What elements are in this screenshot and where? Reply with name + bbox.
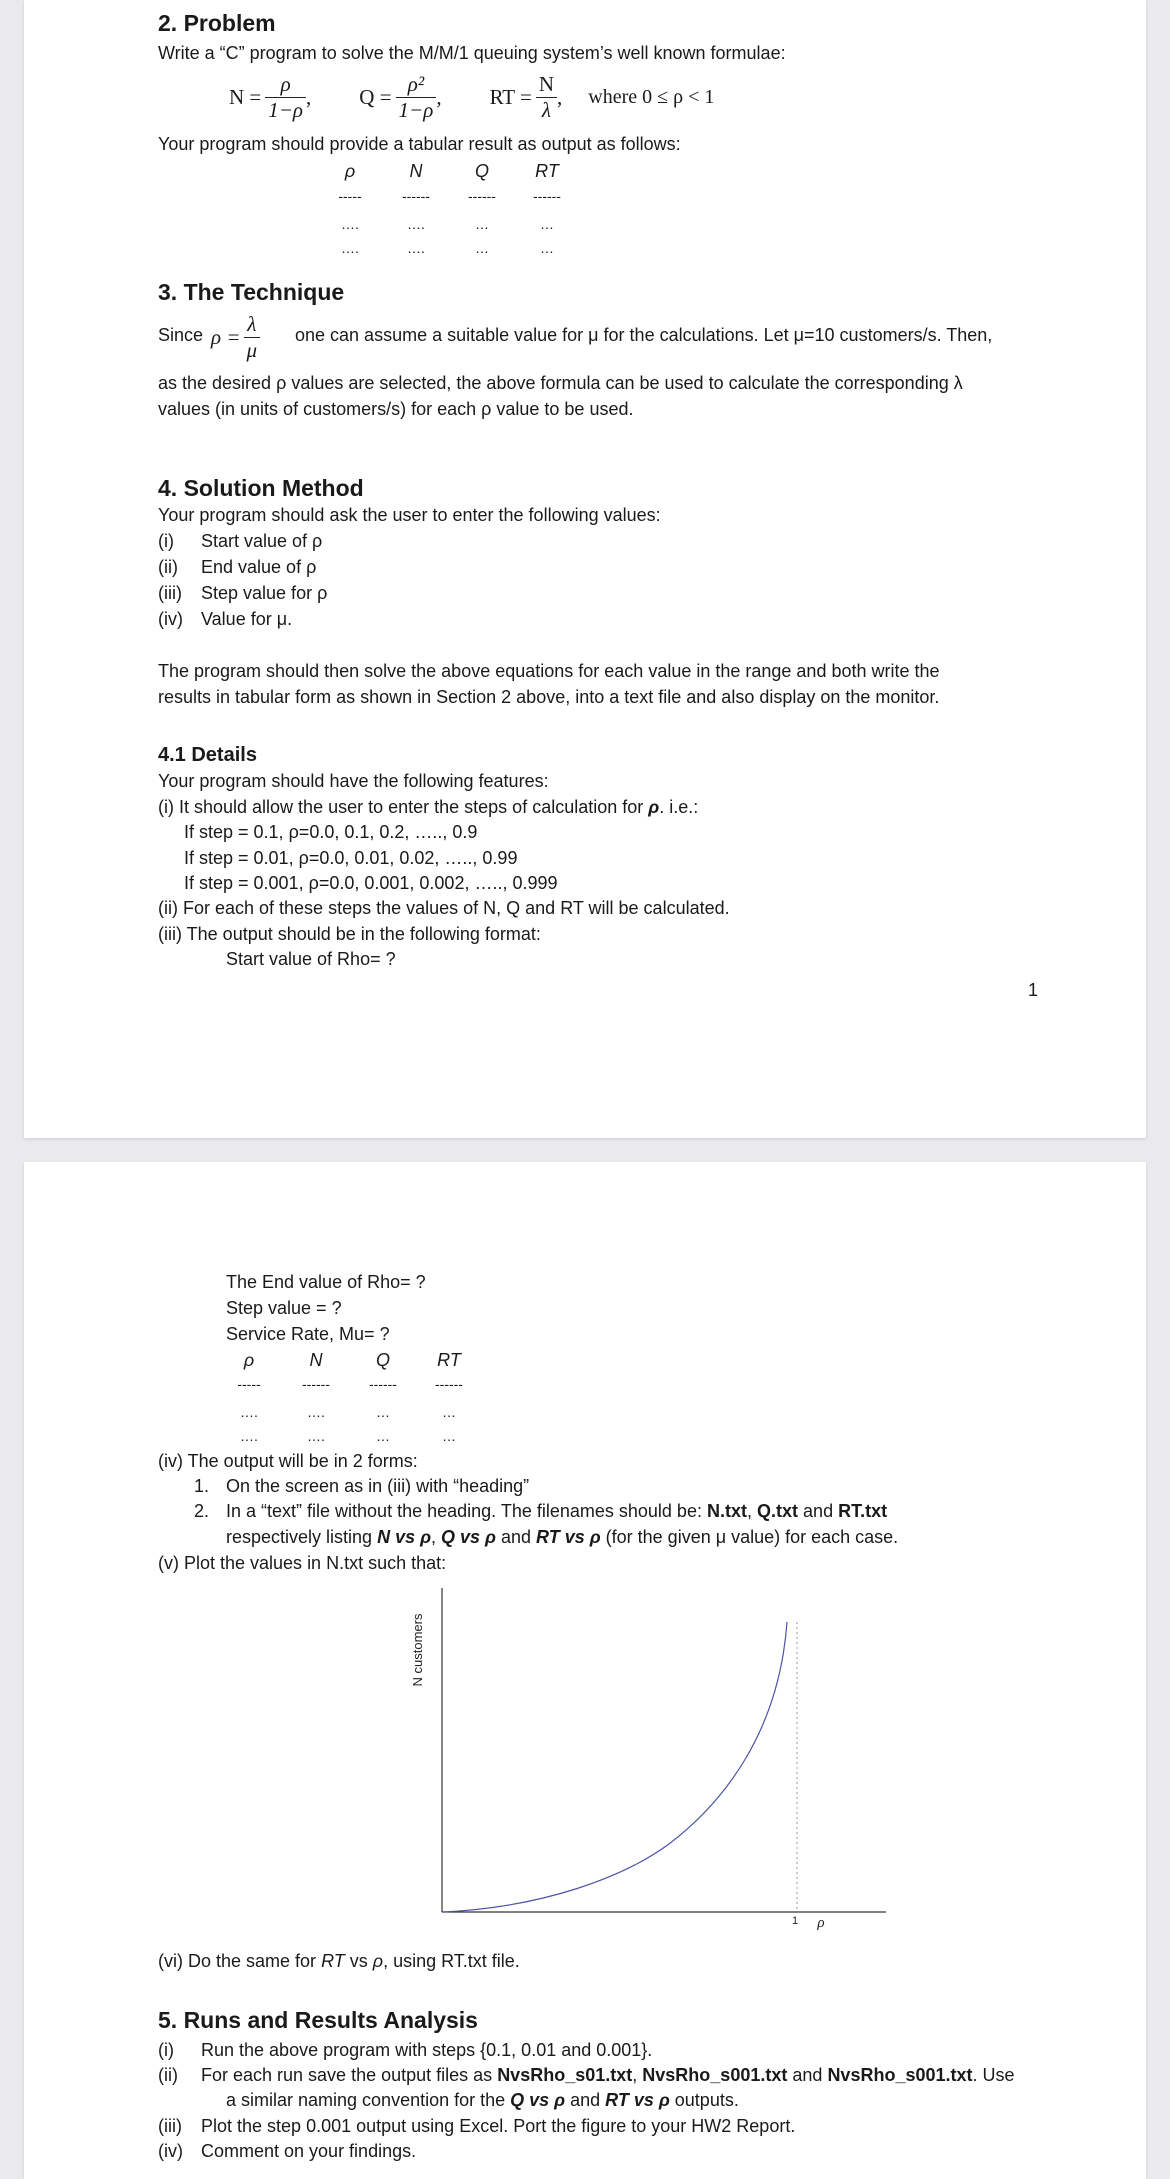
solution-item-text: End value of ρ (201, 557, 317, 577)
technique-fraction (244, 312, 261, 363)
plot-instruction: (v) Plot the values in N.txt such that: (158, 1553, 447, 1573)
details-item-i-suffix: . i.e.: (659, 797, 699, 817)
comma: , (632, 2065, 638, 2085)
formula-comma: , (306, 84, 312, 109)
start-value-prompt: Start value of Rho= ? (226, 949, 396, 969)
details-item-i (158, 797, 698, 818)
technique-since: Since (158, 325, 204, 345)
formula-row (229, 68, 714, 126)
section-2-title: 2. Problem (158, 10, 276, 36)
output-form-1-text: On the screen as in (iii) with “heading” (226, 1476, 530, 1496)
runs-item-iii: Plot the step 0.001 output using Excel. Port the figure to your HW2 Report. (201, 2116, 796, 2136)
table-intro: Your program should provide a tabular result as output as follows: (158, 134, 681, 154)
solution-item-text: Start value of ρ (201, 531, 323, 551)
technique-line-3: values (in units of customers/s) for each ρ value to be used. (158, 399, 634, 419)
technique-rho-formula (211, 307, 260, 367)
table-cell: …. (407, 240, 425, 256)
solution-intro: Your program should ask the user to enter the following values: (158, 505, 661, 525)
naming-text: a similar naming convention for the (226, 2090, 506, 2110)
formula-comma: , (436, 84, 442, 109)
comma: , (431, 1527, 437, 1547)
plot-rt-text: (vi) Do the same for (158, 1951, 317, 1971)
chart-curve (444, 1622, 787, 1912)
prompt-end-value: The End value of Rho= ? (226, 1272, 426, 1292)
formula-rt-lhs: RT = (489, 84, 532, 109)
table-cell: … (376, 1428, 390, 1444)
table-cell: …. (307, 1428, 325, 1444)
runs-item-num: (iv) (158, 2141, 183, 2161)
solution-item-num: (i) (158, 531, 174, 551)
formula-n-numerator: ρ (280, 71, 291, 96)
runs-ii-text: For each run save the output files as (201, 2065, 493, 2085)
table-cell: … (442, 1404, 456, 1420)
formula-q-fraction (396, 72, 437, 123)
table-cell: … (540, 216, 554, 232)
table-dash: ------ (435, 1376, 463, 1392)
solution-item-num: (ii) (158, 557, 178, 577)
formula-n-fraction (265, 72, 306, 123)
formula-rt-denominator: λ (536, 97, 557, 123)
technique-rho-eq: ρ = (211, 324, 241, 349)
table-header-rt: RT (535, 161, 559, 181)
details-item-ii: (ii) For each of these steps the values of N, Q and RT will be calculated. (158, 898, 730, 918)
runs-item-num: (ii) (158, 2065, 178, 2085)
rt-italic: RT (321, 1951, 345, 1971)
table-cell: …. (407, 216, 425, 232)
table-cell: … (475, 240, 489, 256)
table-cell: …. (341, 240, 359, 256)
prompt-step-value: Step value = ? (226, 1298, 342, 1318)
output-forms-title: (iv) The output will be in 2 forms: (158, 1451, 418, 1471)
chart-x-label: ρ (817, 1915, 825, 1931)
runs-item-iv: Comment on your findings. (201, 2141, 417, 2161)
filename-s001-b: NvsRho_s001.txt (827, 2065, 973, 2085)
technique-line-1: one can assume a suitable value for μ for the calculations. Let μ=10 customers/s. Then, (295, 325, 993, 345)
runs-item-num: (i) (158, 2040, 174, 2060)
plot-rt-suffix: , using RT.txt file. (383, 1951, 520, 1971)
details-step-line: If step = 0.01, ρ=0.0, 0.01, 0.02, ….., 0.99 (184, 848, 518, 868)
rt-vs-rho: RT vs ρ (536, 1527, 601, 1547)
section-3-title: 3. The Technique (158, 279, 345, 305)
table-cell: … (475, 216, 489, 232)
table-dash: ------ (369, 1376, 397, 1392)
q-vs-rho: Q vs ρ (510, 2090, 566, 2110)
technique-numerator: λ (247, 311, 257, 336)
respectively-text: respectively listing (226, 1527, 373, 1547)
technique-denominator: μ (244, 337, 261, 363)
details-step-line: If step = 0.001, ρ=0.0, 0.001, 0.002, ….., 0.999 (184, 873, 558, 893)
runs-item-num: (iii) (158, 2116, 182, 2136)
output-form-2-text: In a “text” file without the heading. The filenames should be: (226, 1501, 702, 1521)
table-dash: ------ (533, 188, 561, 204)
formula-n-denominator: 1−ρ (265, 97, 306, 123)
table-header-n: N (409, 161, 423, 181)
and-word: and (792, 2065, 823, 2085)
plot-rt-instruction (158, 1951, 520, 1972)
and-word: and (803, 1501, 834, 1521)
table-cell: … (376, 1404, 390, 1420)
formula-q-lhs: Q = (359, 84, 392, 109)
formula-rt-numerator: N (538, 71, 555, 96)
rt-vs-rho: RT vs ρ (605, 2090, 670, 2110)
solution-item-num: (iv) (158, 609, 183, 629)
solution-item-text: Step value for ρ (201, 583, 328, 603)
runs-item-i: Run the above program with steps {0.1, 0.01 and 0.001}. (201, 2040, 653, 2060)
use-word: . Use (972, 2065, 1015, 2085)
solution-paragraph-line-1: The program should then solve the above equations for each value in the range and both write the (158, 661, 940, 681)
table-dash: ----- (338, 188, 362, 204)
table-cell: …. (341, 216, 359, 232)
table-cell: …. (240, 1428, 258, 1444)
runs-item-ii-line-1 (201, 2065, 1015, 2086)
table-cell: …. (307, 1404, 325, 1420)
formula-rt-fraction (536, 72, 557, 123)
table-dash: ------ (302, 1376, 330, 1392)
chart-x-tick: 1 (791, 1915, 799, 1927)
details-intro: Your program should have the following features: (158, 771, 549, 791)
technique-line-2: as the desired ρ values are selected, the above formula can be used to calculate the corresponding λ (158, 373, 963, 393)
details-item-iii: (iii) The output should be in the following format: (158, 924, 541, 944)
table-header-rho: ρ (243, 1350, 255, 1370)
comma: , (746, 1501, 752, 1521)
outputs-word: outputs. (674, 2090, 739, 2110)
formula-q-denominator: 1−ρ (396, 97, 437, 123)
table-header-q: Q (375, 1350, 390, 1370)
output-form-2-num: 2. (194, 1501, 210, 1521)
table-dash: ------ (402, 188, 430, 204)
table-dash: ----- (237, 1376, 261, 1392)
prompt-service-rate: Service Rate, Mu= ? (226, 1324, 390, 1344)
q-vs-rho: Q vs ρ (441, 1527, 496, 1547)
section-4-title: 4. Solution Method (158, 475, 364, 501)
table-cell: …. (240, 1404, 258, 1420)
filename-rt: RT.txt (838, 1501, 888, 1521)
filename-n: N.txt (706, 1501, 747, 1521)
table-dash: ------ (468, 188, 496, 204)
table-header-n: N (309, 1350, 323, 1370)
and-word: and (570, 2090, 601, 2110)
details-item-i-rho: ρ (648, 797, 660, 817)
document-page-2 (24, 1162, 1146, 2179)
table-header-rt: RT (437, 1350, 461, 1370)
details-item-i-text: (i) It should allow the user to enter the steps of calculation for (158, 797, 644, 817)
n-vs-rho: N vs ρ (377, 1527, 431, 1547)
chart-y-label: N customers (410, 1613, 425, 1687)
table-header-q: Q (474, 161, 489, 181)
rho-italic: ρ (372, 1951, 384, 1971)
details-step-line: If step = 0.1, ρ=0.0, 0.1, 0.2, ….., 0.9 (184, 822, 478, 842)
formula-where-clause: where 0 ≤ ρ < 1 (588, 85, 715, 108)
table-cell: … (540, 240, 554, 256)
output-form-1-num: 1. (194, 1476, 210, 1496)
page-number: 1 (1028, 980, 1039, 1000)
formula-q-numerator: ρ² (407, 71, 425, 96)
table-cell: … (442, 1428, 456, 1444)
runs-item-ii-line-2 (226, 2090, 739, 2111)
solution-paragraph-line-2: results in tabular form as shown in Section 2 above, into a text file and also display on the monitor. (158, 687, 940, 707)
table-header-rho: ρ (344, 161, 356, 181)
section-4-1-title: 4.1 Details (158, 744, 257, 766)
and-word: and (500, 1527, 532, 1547)
document-page-1 (24, 0, 1146, 1138)
solution-item-num: (iii) (158, 583, 182, 603)
filename-s01: NvsRho_s01.txt (497, 2065, 633, 2085)
filename-q: Q.txt (757, 1501, 799, 1521)
section-2-intro: Write a “C” program to solve the M/M/1 queuing system’s well known formulae: (158, 43, 786, 63)
for-each-case-text: (for the given μ value) for each case. (605, 1527, 899, 1547)
formula-n-lhs: N = (229, 84, 262, 109)
vs-word: vs (349, 1951, 368, 1971)
filename-s001: NvsRho_s001.txt (642, 2065, 788, 2085)
formula-comma: , (557, 84, 563, 109)
section-5-title: 5. Runs and Results Analysis (158, 2007, 478, 2033)
solution-item-text: Value for μ. (201, 609, 293, 629)
